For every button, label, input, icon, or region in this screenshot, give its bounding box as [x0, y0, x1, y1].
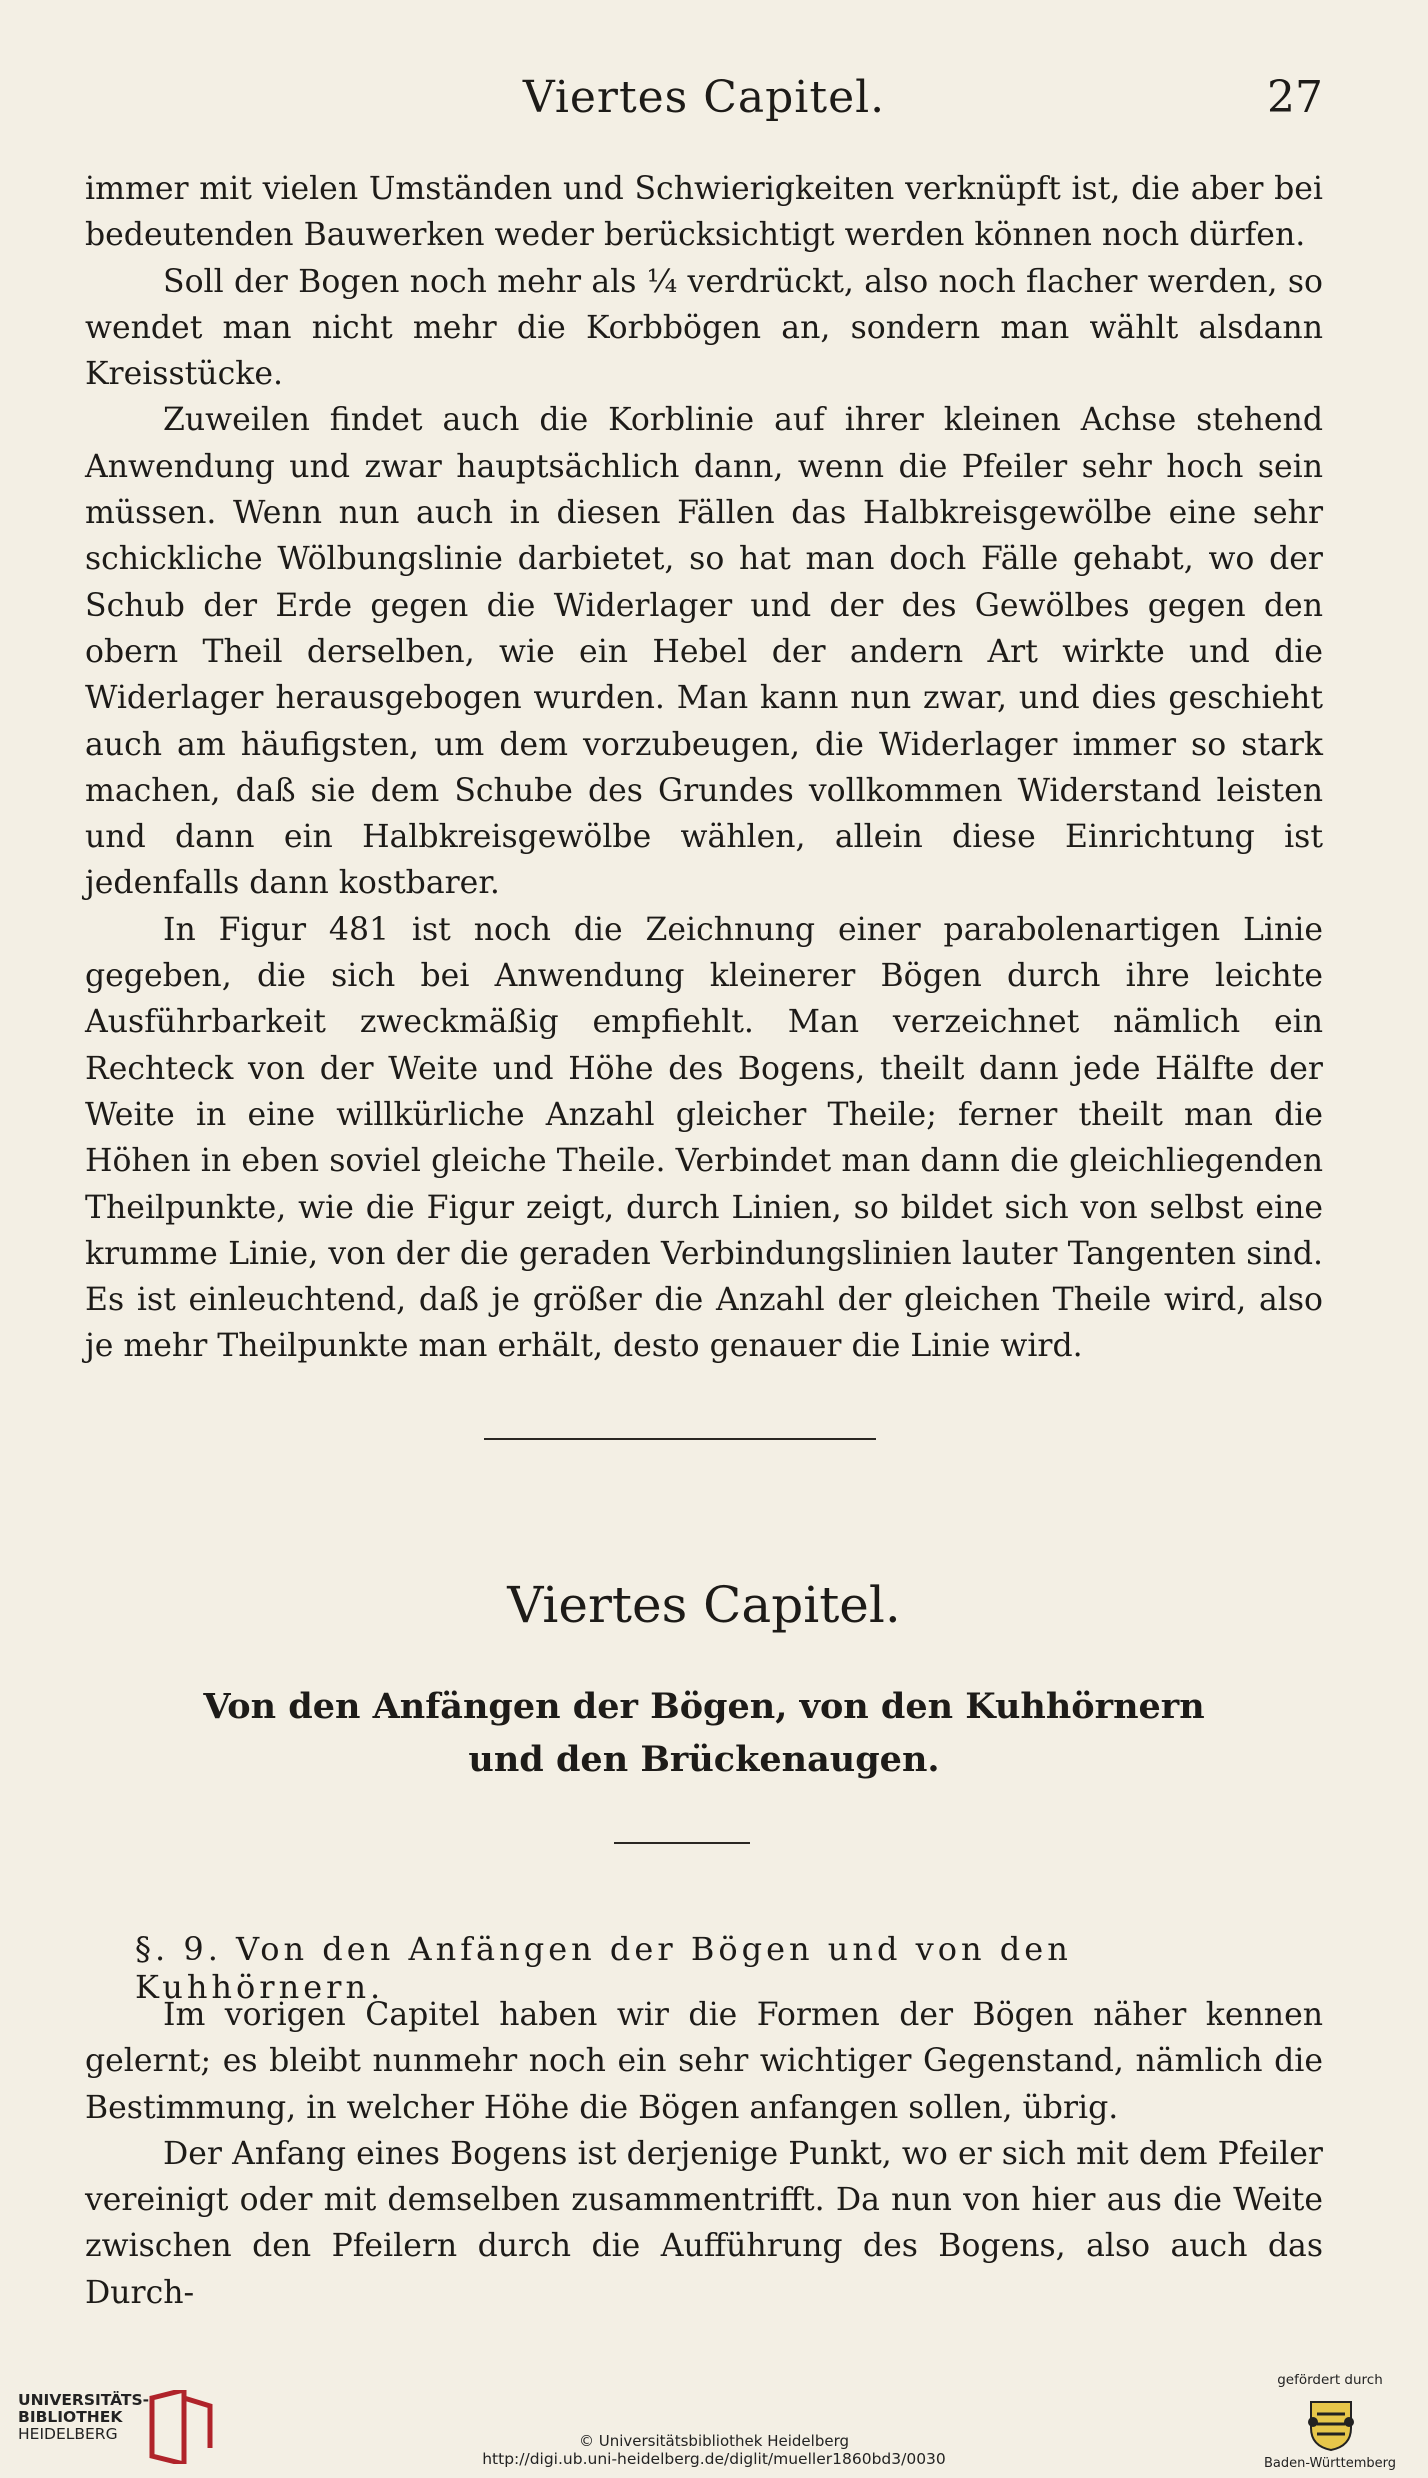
footer-copyright: © Universitätsbibliothek Heidelberg — [578, 2432, 849, 2450]
running-head-title: Viertes Capitel. — [522, 72, 886, 123]
funding-badge — [1250, 2372, 1410, 2472]
coat-of-arms-icon — [1307, 2398, 1355, 2452]
chapter-subtitle — [85, 1680, 1323, 1786]
page-number: 27 — [1267, 72, 1323, 123]
section-heading: §. 9. Von den Anfängen der Bögen und von den Kuhhörnern. — [135, 1930, 1072, 2006]
footer-url-link[interactable]: http://digi.ub.uni-heidelberg.de/diglit/mueller1860bd3/0030 — [482, 2450, 946, 2468]
paragraph: Soll der Bogen noch mehr als ¼ verdrückt, also noch flacher werden, so wendet man nicht mehr die Korbbögen an, sondern man wählt alsdann Kreisstücke. — [85, 263, 1323, 393]
paragraph: Der Anfang eines Bogens ist derjenige Punkt, wo er sich mit dem Pfeiler vereinigt oder mit demselben zusammentrifft. Da nun von hier aus die Weite zwischen den Pfeilern durch die Aufführung des Bogens, also auch das Durch- — [85, 2135, 1323, 2311]
paragraph: Im vorigen Capitel haben wir die Formen der Bögen näher kennen gelernt; es bleibt nunmehr noch ein sehr wichtiger Gegenstand, nämlich die Bestimmung, in welcher Höhe die Bögen anfangen sollen, übrig. — [85, 1997, 1323, 2126]
chapter-heading: Viertes Capitel. — [507, 1576, 901, 1634]
body-text-top — [85, 166, 1323, 1370]
state-label: Baden-Württemberg — [1264, 2456, 1396, 2471]
paragraph: Zuweilen findet auch die Korblinie auf ihrer kleinen Achse stehend Anwendung und zwar hauptsächlich dann, wenn die Pfeiler sehr hoch sein müssen. Wenn nun auch in diesen Fällen das Halbkreisgewölbe eine sehr schickliche Wölbungslinie darbietet, so hat man doch Fälle gehabt, wo der Schub der Erde gegen die Widerlager und der des Gewölbes gegen den obern Theil derselben, wie ein Hebel der andern Art wirkte und die Widerlager herausgebogen wurden. Man kann nun zwar, und dies geschieht auch am häufigsten, um dem vorzubeugen, die Widerlager immer so stark machen, daß sie dem Schube des Grundes vollkommen Widerstand leisten und dann ein Halbkreisgewölbe wählen, allein diese Einrichtung ist jedenfalls dann kostbarer. — [85, 402, 1323, 902]
section-divider-rule — [484, 1438, 876, 1440]
paragraph: In Figur 481 ist noch die Zeichnung einer parabolenartigen Linie gegeben, die sich bei Anwendung kleinerer Bögen durch ihre leichte Ausführbarkeit zweckmäßig empfiehlt. Man verzeichnet nämlich ein Rechteck von der Weite und Höhe des Bogens, theilt dann jede Hälfte der Weite in eine willkürliche Anzahl gleicher Theile; ferner theilt man die Höhen in eben soviel gleiche Theile. Verbindet man dann die gleichliegenden Theilpunkte, wie die Figur zeigt, durch Linien, so bildet sich von selbst eine krumme Linie, von der die geraden Verbindungslinien lauter Tangenten sind. Es ist einleuchtend, daß je größer die Anzahl der gleichen Theile wird, also je mehr Theilpunkte man erhält, desto genauer die Linie wird. — [85, 911, 1323, 1365]
chapter-subtitle-line-2: und den Brückenaugen. — [468, 1739, 940, 1780]
short-divider-rule — [614, 1842, 750, 1844]
body-text-bottom — [85, 1992, 1323, 2316]
running-head — [85, 72, 1323, 132]
paragraph: immer mit vielen Umständen und Schwierigkeiten verknüpft ist, die aber bei bedeutenden Bauwerken weder berücksichtigt werden können noch dürfen. — [85, 171, 1323, 254]
chapter-subtitle-line-1: Von den Anfängen der Bögen, von den Kuhhörnern — [203, 1686, 1205, 1727]
library-name-line-1: UNIVERSITÄTS- — [18, 2391, 150, 2409]
library-name-line-2: BIBLIOTHEK — [18, 2408, 123, 2426]
funded-by-label: gefördert durch — [1277, 2372, 1383, 2388]
library-name-line-3: HEIDELBERG — [18, 2425, 118, 2443]
